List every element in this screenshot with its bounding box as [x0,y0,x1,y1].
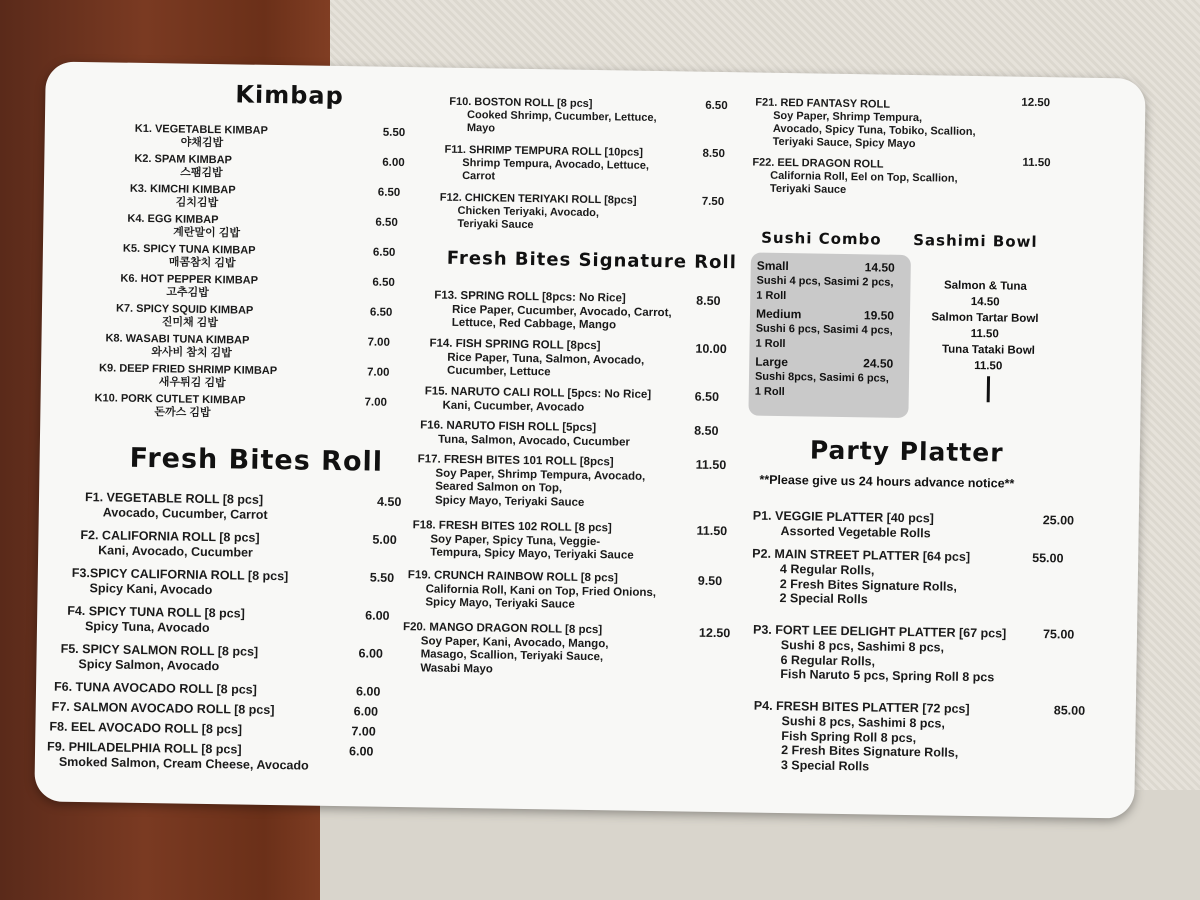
item-name: F1. VEGETABLE ROLL [8 pcs] [84,490,264,507]
item-name: P4. FRESH BITES PLATTER [72 pcs] [753,698,970,716]
item-korean: 진미채 김밥 [161,316,219,330]
item-name: K1. VEGETABLE KIMBAP [134,122,268,137]
divider-bar [987,376,990,402]
item-price: 10.00 [695,341,727,357]
item-desc: Soy Paper, Shrimp Tempura, Avocado, Spicy Tuna, Tobiko, Scallion, Teriyaki Sauce, Spicy Mayo [772,109,976,150]
item-name: K6. HOT PEPPER KIMBAP [120,272,259,287]
sashimi-item-2: Salmon Tartar Bowl [931,311,1039,326]
sashimi-item-1: Salmon & Tuna [943,279,1027,293]
menu-item-k10 [94,392,410,423]
item-price: 5.50 [369,570,395,585]
item-desc: Kani, Cucumber, Avocado [442,399,585,414]
menu-item-f15 [424,385,744,417]
menu-item-f18 [412,519,743,565]
item-desc: Sushi 8 pcs, Sashimi 8 pcs, 6 Regular Rolls, Fish Naruto 5 pcs, Spring Roll 8 pcs [780,637,995,685]
menu-item-p3 [752,623,1093,687]
menu-item-f14 [429,337,750,383]
menu-item-f5 [60,642,395,677]
item-price: 4.50 [376,494,402,510]
item-price: 6.50 [369,306,393,319]
item-desc: Sushi 8 pcs, Sashimi 8 pcs, Fish Spring Roll 8 pcs, 2 Fresh Bites Signature Rolls, 3 Special Rolls [780,713,959,774]
menu-item-f8 [49,720,384,740]
item-price: 6.00 [355,684,381,699]
item-desc: Soy Paper, Kani, Avocado, Mango, Masago, Scallion, Teriyaki Sauce, Wasabi Mayo [420,634,609,676]
item-desc: Spicy Salmon, Avocado [78,656,220,673]
item-desc: Soy Paper, Shrimp Tempura, Avocado, Seared Salmon on Top, Spicy Mayo, Teriyaki Sauce [434,467,646,509]
item-price: 6.00 [348,744,374,759]
item-price: 8.50 [694,423,719,439]
combo-medium-desc-2: 1 Roll [755,337,786,351]
item-price: 85.00 [1053,703,1086,718]
item-desc: Assorted Vegetable Rolls [780,523,931,541]
combo-large-label: Large [755,354,789,370]
item-name: F9. PHILADELPHIA ROLL [8 pcs] [47,739,242,757]
menu-item-p1 [752,509,1082,544]
item-korean: 계란말이 김밥 [173,226,241,240]
menu-item-f6 [54,680,389,700]
menu-item-k6 [120,273,415,304]
item-desc: Cooked Shrimp, Cucumber, Lettuce, Mayo [466,108,657,135]
item-name: F4. SPICY TUNA ROLL [8 pcs] [67,603,245,621]
item-korean: 매콤참치 김밥 [168,256,236,270]
item-desc: Tuna, Salmon, Avocado, Cucumber [437,433,630,449]
column-right [734,72,1141,818]
item-name: F5. SPICY SALMON ROLL [8 pcs] [60,641,259,659]
item-desc: Rice Paper, Tuna, Salmon, Avocado, Cucumber, Lettuce [446,351,645,379]
menu-item-f10 [449,96,750,140]
item-name: F17. FRESH BITES 101 ROLL [8pcs] [417,453,614,469]
item-desc: Spicy Kani, Avocado [89,580,213,597]
item-korean: 김치김밥 [175,196,219,210]
menu-item-p2 [751,547,1082,611]
item-desc: Chicken Teriyaki, Avocado, Teriyaki Sauce [457,204,600,232]
item-name: K2. SPAM KIMBAP [134,152,233,167]
item-name: P1. VEGGIE PLATTER [40 pcs] [752,508,934,526]
item-name: F14. FISH SPRING ROLL [8pcs] [429,337,601,353]
item-name: F15. NARUTO CALI ROLL [5pcs: No Rice] [424,385,652,401]
item-name: K10. PORK CUTLET KIMBAP [94,392,246,407]
item-price: 7.00 [367,336,390,349]
item-price: 12.50 [698,625,731,641]
item-name: F16. NARUTO FISH ROLL [5pcs] [420,419,597,435]
item-name: K3. KIMCHI KIMBAP [129,182,236,197]
signature-roll-heading: Fresh Bites Signature Roll [446,247,737,274]
item-name: K7. SPICY SQUID KIMBAP [115,302,254,317]
item-price: 6.50 [375,216,398,229]
item-korean: 와사비 참치 김밥 [151,346,232,360]
item-price: 11.50 [1022,156,1051,170]
item-desc: 4 Regular Rolls, 2 Fresh Bites Signature Rolls, 2 Special Rolls [779,561,957,607]
item-desc: Rice Paper, Cucumber, Avocado, Carrot, Lettuce, Red Cabbage, Mango [451,303,672,332]
menu-item-k1 [135,123,420,153]
item-price: 8.50 [702,147,725,161]
column-left [47,62,421,807]
menu-item-k5 [123,243,418,274]
menu-item-f16 [420,419,740,451]
item-price: 5.50 [382,126,406,140]
sushi-combo-heading: Sushi Combo [761,228,882,249]
menu-item-k9 [99,362,415,393]
combo-medium-desc: Sushi 6 pcs, Sasimi 4 pcs, [755,322,893,337]
menu-item-f20 [402,621,738,681]
item-name: K8. WASABI TUNA KIMBAP [105,332,250,347]
combo-medium-label: Medium [755,306,802,322]
item-desc: Soy Paper, Spicy Tuna, Veggie- Tempura, Spicy Mayo, Teriyaki Sauce [430,533,634,562]
menu-item-f22 [752,157,1053,201]
item-name: P2. MAIN STREET PLATTER [64 pcs] [752,546,971,564]
sashimi-price-1: 14.50 [970,295,1000,309]
item-price: 6.50 [372,276,395,289]
item-price: 6.00 [382,156,405,170]
combo-medium-price: 19.50 [863,308,895,323]
menu-item-f1 [85,490,405,525]
item-korean: 새우튀김 김밥 [158,376,226,390]
item-desc: Smoked Salmon, Cream Cheese, Avocado [58,754,309,773]
item-price: 5.00 [372,532,397,547]
advance-notice: **Please give us 24 hours advance notice** [759,472,1015,491]
combo-large-desc-2: 1 Roll [754,385,785,399]
item-desc: Avocado, Cucumber, Carrot [102,505,268,522]
item-name: P3. FORT LEE DELIGHT PLATTER [67 pcs] [752,622,1007,641]
item-price: 6.50 [705,99,728,113]
item-price: 25.00 [1042,513,1075,528]
item-name: F3.SPICY CALIFORNIA ROLL [8 pcs] [71,565,289,584]
item-price: 55.00 [1032,550,1064,566]
item-price: 7.00 [351,724,376,739]
sashimi-price-2: 11.50 [970,327,999,341]
item-name: K5. SPICY TUNA KIMBAP [122,242,256,257]
menu-item-k2 [134,153,419,183]
item-desc: Spicy Tuna, Avocado [84,618,210,635]
fresh-bites-roll-heading: Fresh Bites Roll [129,442,384,478]
item-price: 11.50 [696,523,728,539]
item-name: F7. SALMON AVOCADO ROLL [8 pcs] [51,699,275,718]
item-name: F18. FRESH BITES 102 ROLL [8 pcs] [412,519,612,535]
combo-small-desc: Sushi 4 pcs, Sasimi 2 pcs, [756,274,894,289]
item-korean: 돈까스 김밥 [154,406,211,420]
menu-item-p4 [753,699,1094,778]
item-price: 6.50 [377,186,401,199]
item-price: 6.00 [365,608,390,623]
item-price: 7.00 [366,366,390,379]
item-price: 75.00 [1042,627,1075,642]
item-price: 6.50 [694,389,720,405]
combo-small-label: Small [756,258,789,274]
item-price: 8.50 [696,293,721,309]
item-name: F19. CRUNCH RAINBOW ROLL [8 pcs] [407,569,618,585]
menu-item-f9 [47,740,382,775]
column-middle [402,67,756,812]
item-price: 6.00 [358,646,384,661]
sashimi-bowl-heading: Sashimi Bowl [913,231,1038,252]
menu-item-f4 [67,604,397,639]
menu-item-k3 [130,183,420,213]
item-price: 9.50 [697,573,723,589]
item-name: K9. DEEP FRIED SHRIMP KIMBAP [98,362,278,378]
item-korean: 스팸김밥 [180,166,223,180]
item-name: F10. BOSTON ROLL [8 pcs] [449,95,593,110]
kimbap-heading: Kimbap [235,80,344,111]
menu-item-f7 [52,700,387,720]
item-price: 11.50 [695,457,727,473]
item-desc: California Roll, Kani on Top, Fried Onions, Spicy Mayo, Teriyaki Sauce [425,582,657,611]
item-name: F21. RED FANTASY ROLL [755,96,891,111]
menu-item-f19 [407,569,743,615]
item-desc: Shrimp Tempura, Avocado, Lettuce, Carrot [462,156,650,183]
combo-large-desc: Sushi 8pcs, Sasimi 6 pcs, [754,370,890,385]
menu-item-k4 [127,213,417,243]
item-price: 7.00 [364,396,388,409]
menu-item-f3 [71,566,401,601]
item-korean: 고추김밥 [166,286,209,299]
sushi-combo-box [748,253,911,418]
combo-small-price: 14.50 [864,260,895,275]
menu-item-k8 [105,332,415,363]
combo-large-price: 24.50 [863,356,894,371]
item-name: F6. TUNA AVOCADO ROLL [8 pcs] [53,679,257,697]
item-name: F2. CALIFORNIA ROLL [8 pcs] [80,528,260,545]
menu-item-k7 [116,303,416,334]
menu-item-f11 [444,144,745,188]
item-name: F13. SPRING ROLL [8pcs: No Rice] [434,289,626,305]
sashimi-item-3: Tuna Tataki Bowl [941,343,1035,357]
item-name: F22. EEL DRAGON ROLL [752,156,884,171]
item-korean: 야채김밥 [180,136,224,150]
menu-item-f21 [755,97,1056,154]
menu-item-f13 [434,290,745,336]
menu-item-f17 [417,453,748,512]
party-platter-heading: Party Platter [809,435,1004,468]
item-price: 6.00 [353,704,379,719]
item-price: 12.50 [1021,96,1051,110]
item-name: F12. CHICKEN TERIYAKI ROLL [8pcs] [439,191,637,207]
item-price: 6.50 [372,246,396,259]
item-name: K4. EGG KIMBAP [127,212,219,227]
item-name: F8. EEL AVOCADO ROLL [8 pcs] [49,719,243,737]
menu-item-f2 [80,528,400,563]
item-price: 7.50 [701,195,725,209]
sashimi-price-3: 11.50 [974,360,1003,373]
combo-small-desc-2: 1 Roll [756,289,787,303]
menu-card [34,61,1145,818]
item-desc: California Roll, Eel on Top, Scallion, Teriyaki Sauce [769,169,958,196]
item-name: F11. SHRIMP TEMPURA ROLL [10pcs] [444,143,644,159]
item-name: F20. MANGO DRAGON ROLL [8 pcs] [402,621,603,637]
item-desc: Kani, Avocado, Cucumber [98,543,253,560]
menu-item-f12 [439,192,740,236]
